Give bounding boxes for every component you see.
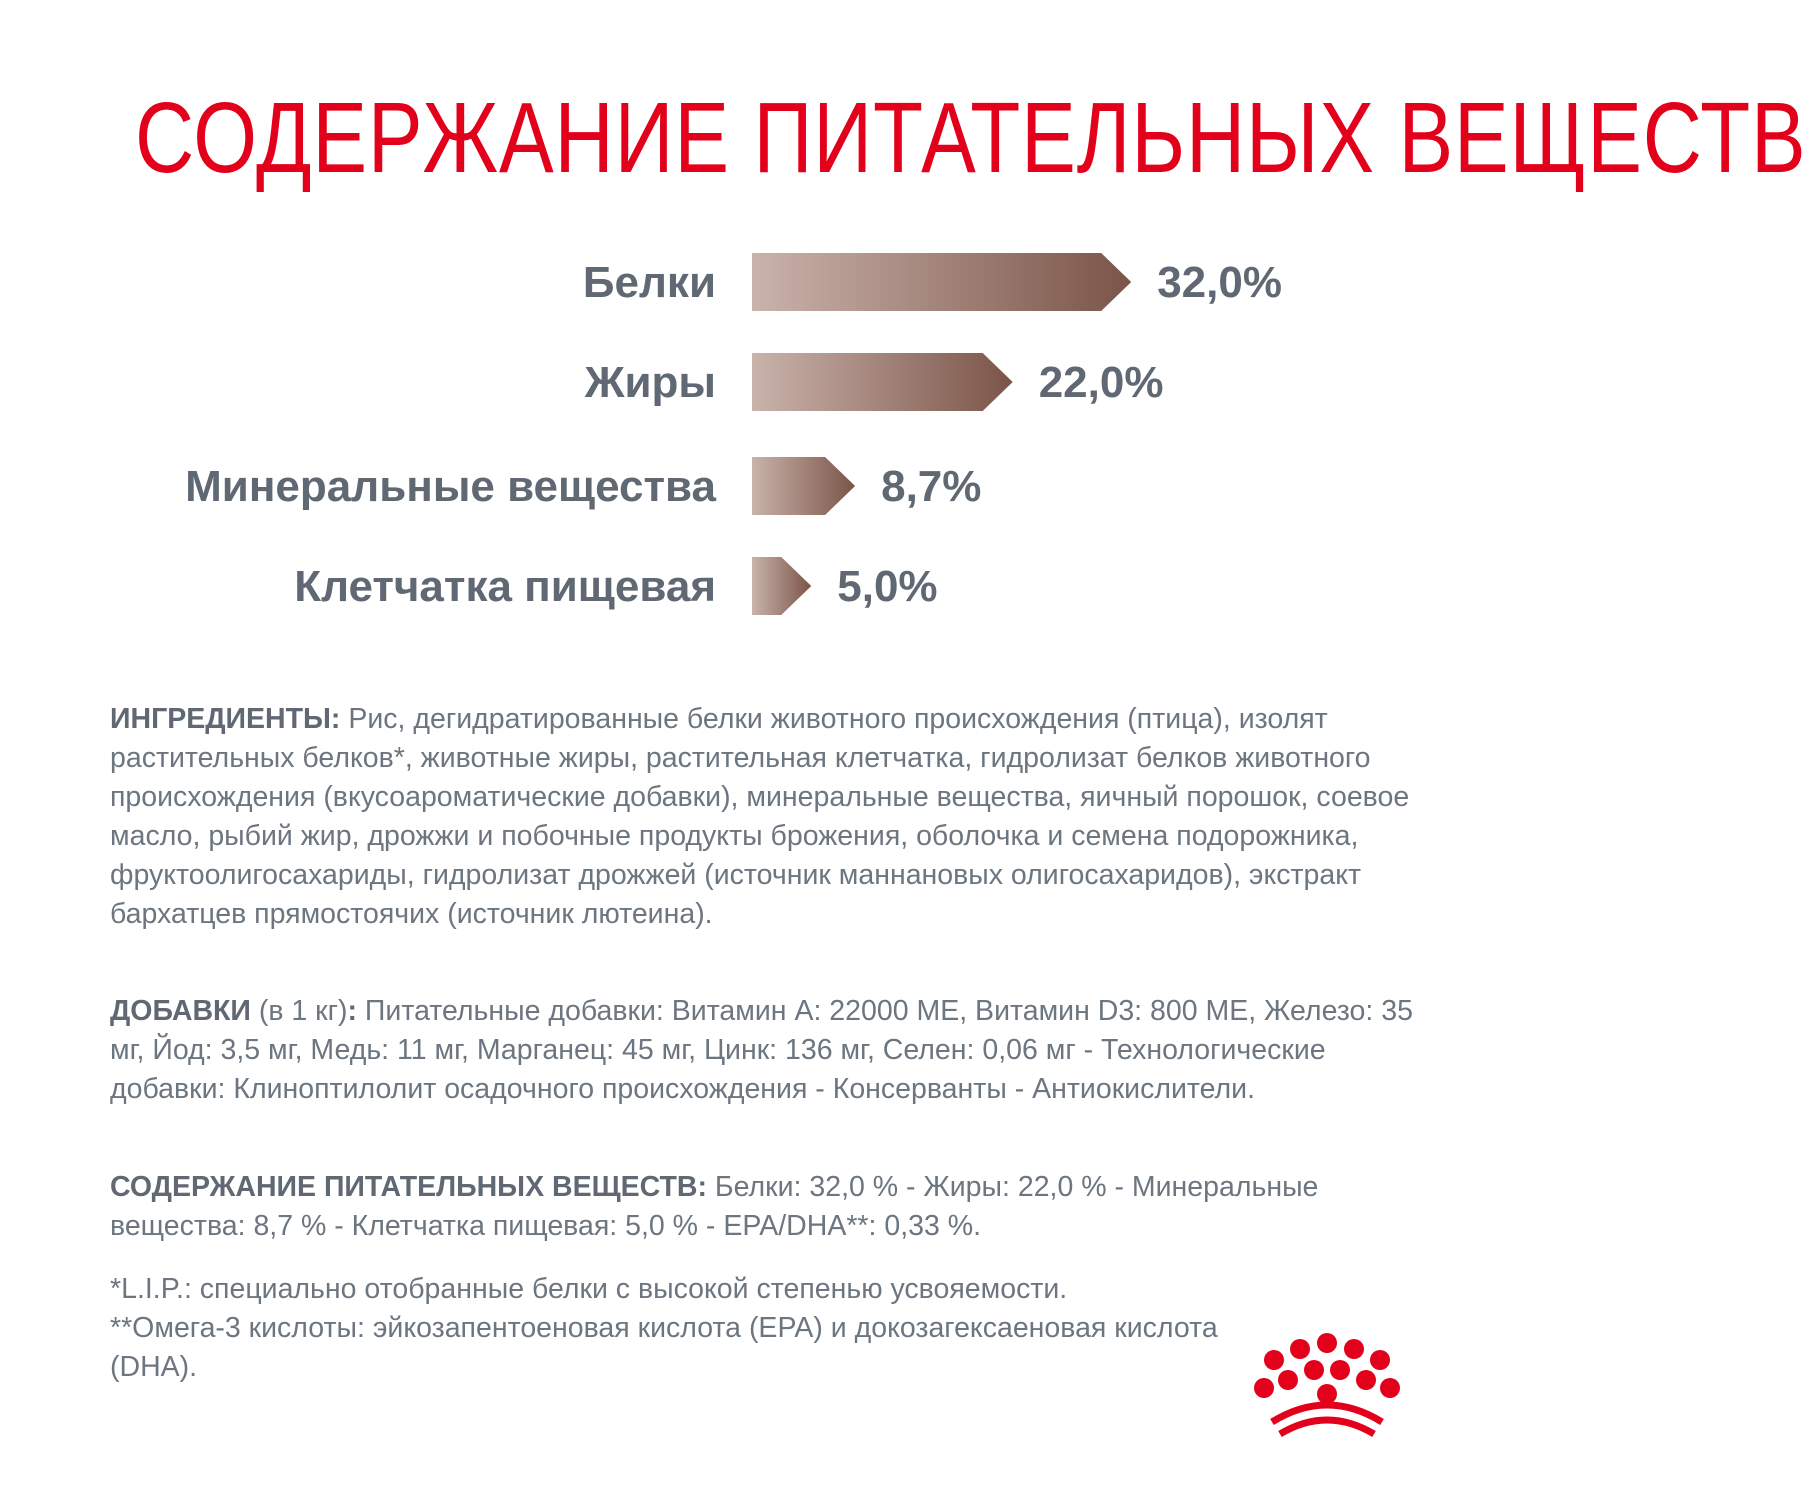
value-label-4: 5,0% [837,562,938,611]
nutrients-heading: СОДЕРЖАНИЕ ПИТАТЕЛЬНЫХ ВЕЩЕСТВ: [110,1171,707,1203]
value-label-2: 22,0% [1038,358,1164,407]
additives-colon: : [347,995,358,1027]
bar-1 [752,253,1131,311]
footnote-omega: **Омега-3 кислоты: эйкозапентоеновая кислота (EPA) и докозагексаеновая кислота (DHA). [110,1312,1218,1383]
category-label-1: Белки [582,258,716,307]
nutrients-paragraph [110,1168,1420,1246]
nutrients-text: Белки: 32,0 % - Жиры: 22,0 % - Минеральные вещества: 8,7 % - Клетчатка пищевая: 5,0 % - EPA/DHA**: 0,33 %. [110,1171,1319,1242]
additives-heading: ДОБАВКИ [110,995,251,1027]
ingredients-heading: ИНГРЕДИЕНТЫ: [110,703,341,735]
additives-note: (в 1 кг) [250,995,348,1027]
ingredients-text: Рис, дегидратированные белки животного происхождения (птица), изолят растительных белков*, животные жиры, растительная клетчатка, гидролизат белков животного происхождения (вкусоароматические добавки), минеральные вещества, яичный порошок, соевое масло, рыбий жир, дрожжи и побочные продукты брожения, оболочка и семена подорожника, фруктоолигосахариды, гидролизат дрожжей (источник маннановых олигосахаридов), экстракт бархатцев прямостоячих (источник лютеина). [110,703,1410,930]
category-label-4: Клетчатка пищевая [294,562,716,611]
bar-2 [752,353,1013,411]
category-label-3: Минеральные вещества [185,462,716,511]
additives-paragraph [110,992,1420,1109]
footnote-lip: *L.I.P.: специально отобранные белки с высокой степенью усвояемости. [110,1273,1068,1305]
crown-logo [1250,1330,1405,1450]
bar-3 [752,457,855,515]
category-label-2: Жиры [584,358,716,407]
additives-text: Питательные добавки: Витамин A: 22000 МЕ, Витамин D3: 800 МЕ, Железо: 35 мг, Йод: 3,5 мг, Медь: 11 мг, Марганец: 45 мг, Цинк: 136 мг, Селен: 0,06 мг - Технологические добавки: Клиноптилолит осадочного происхождения - Консерванты - Антиокислители. [110,995,1413,1105]
page-title: СОДЕРЖАНИЕ ПИТАТЕЛЬНЫХ ВЕЩЕСТВ [135,82,1807,194]
ingredients-paragraph [110,700,1420,934]
nutrient-bar-chart [0,230,1500,650]
value-label-1: 32,0% [1157,258,1282,307]
value-label-3: 8,7% [881,462,982,511]
bar-4 [752,557,811,615]
